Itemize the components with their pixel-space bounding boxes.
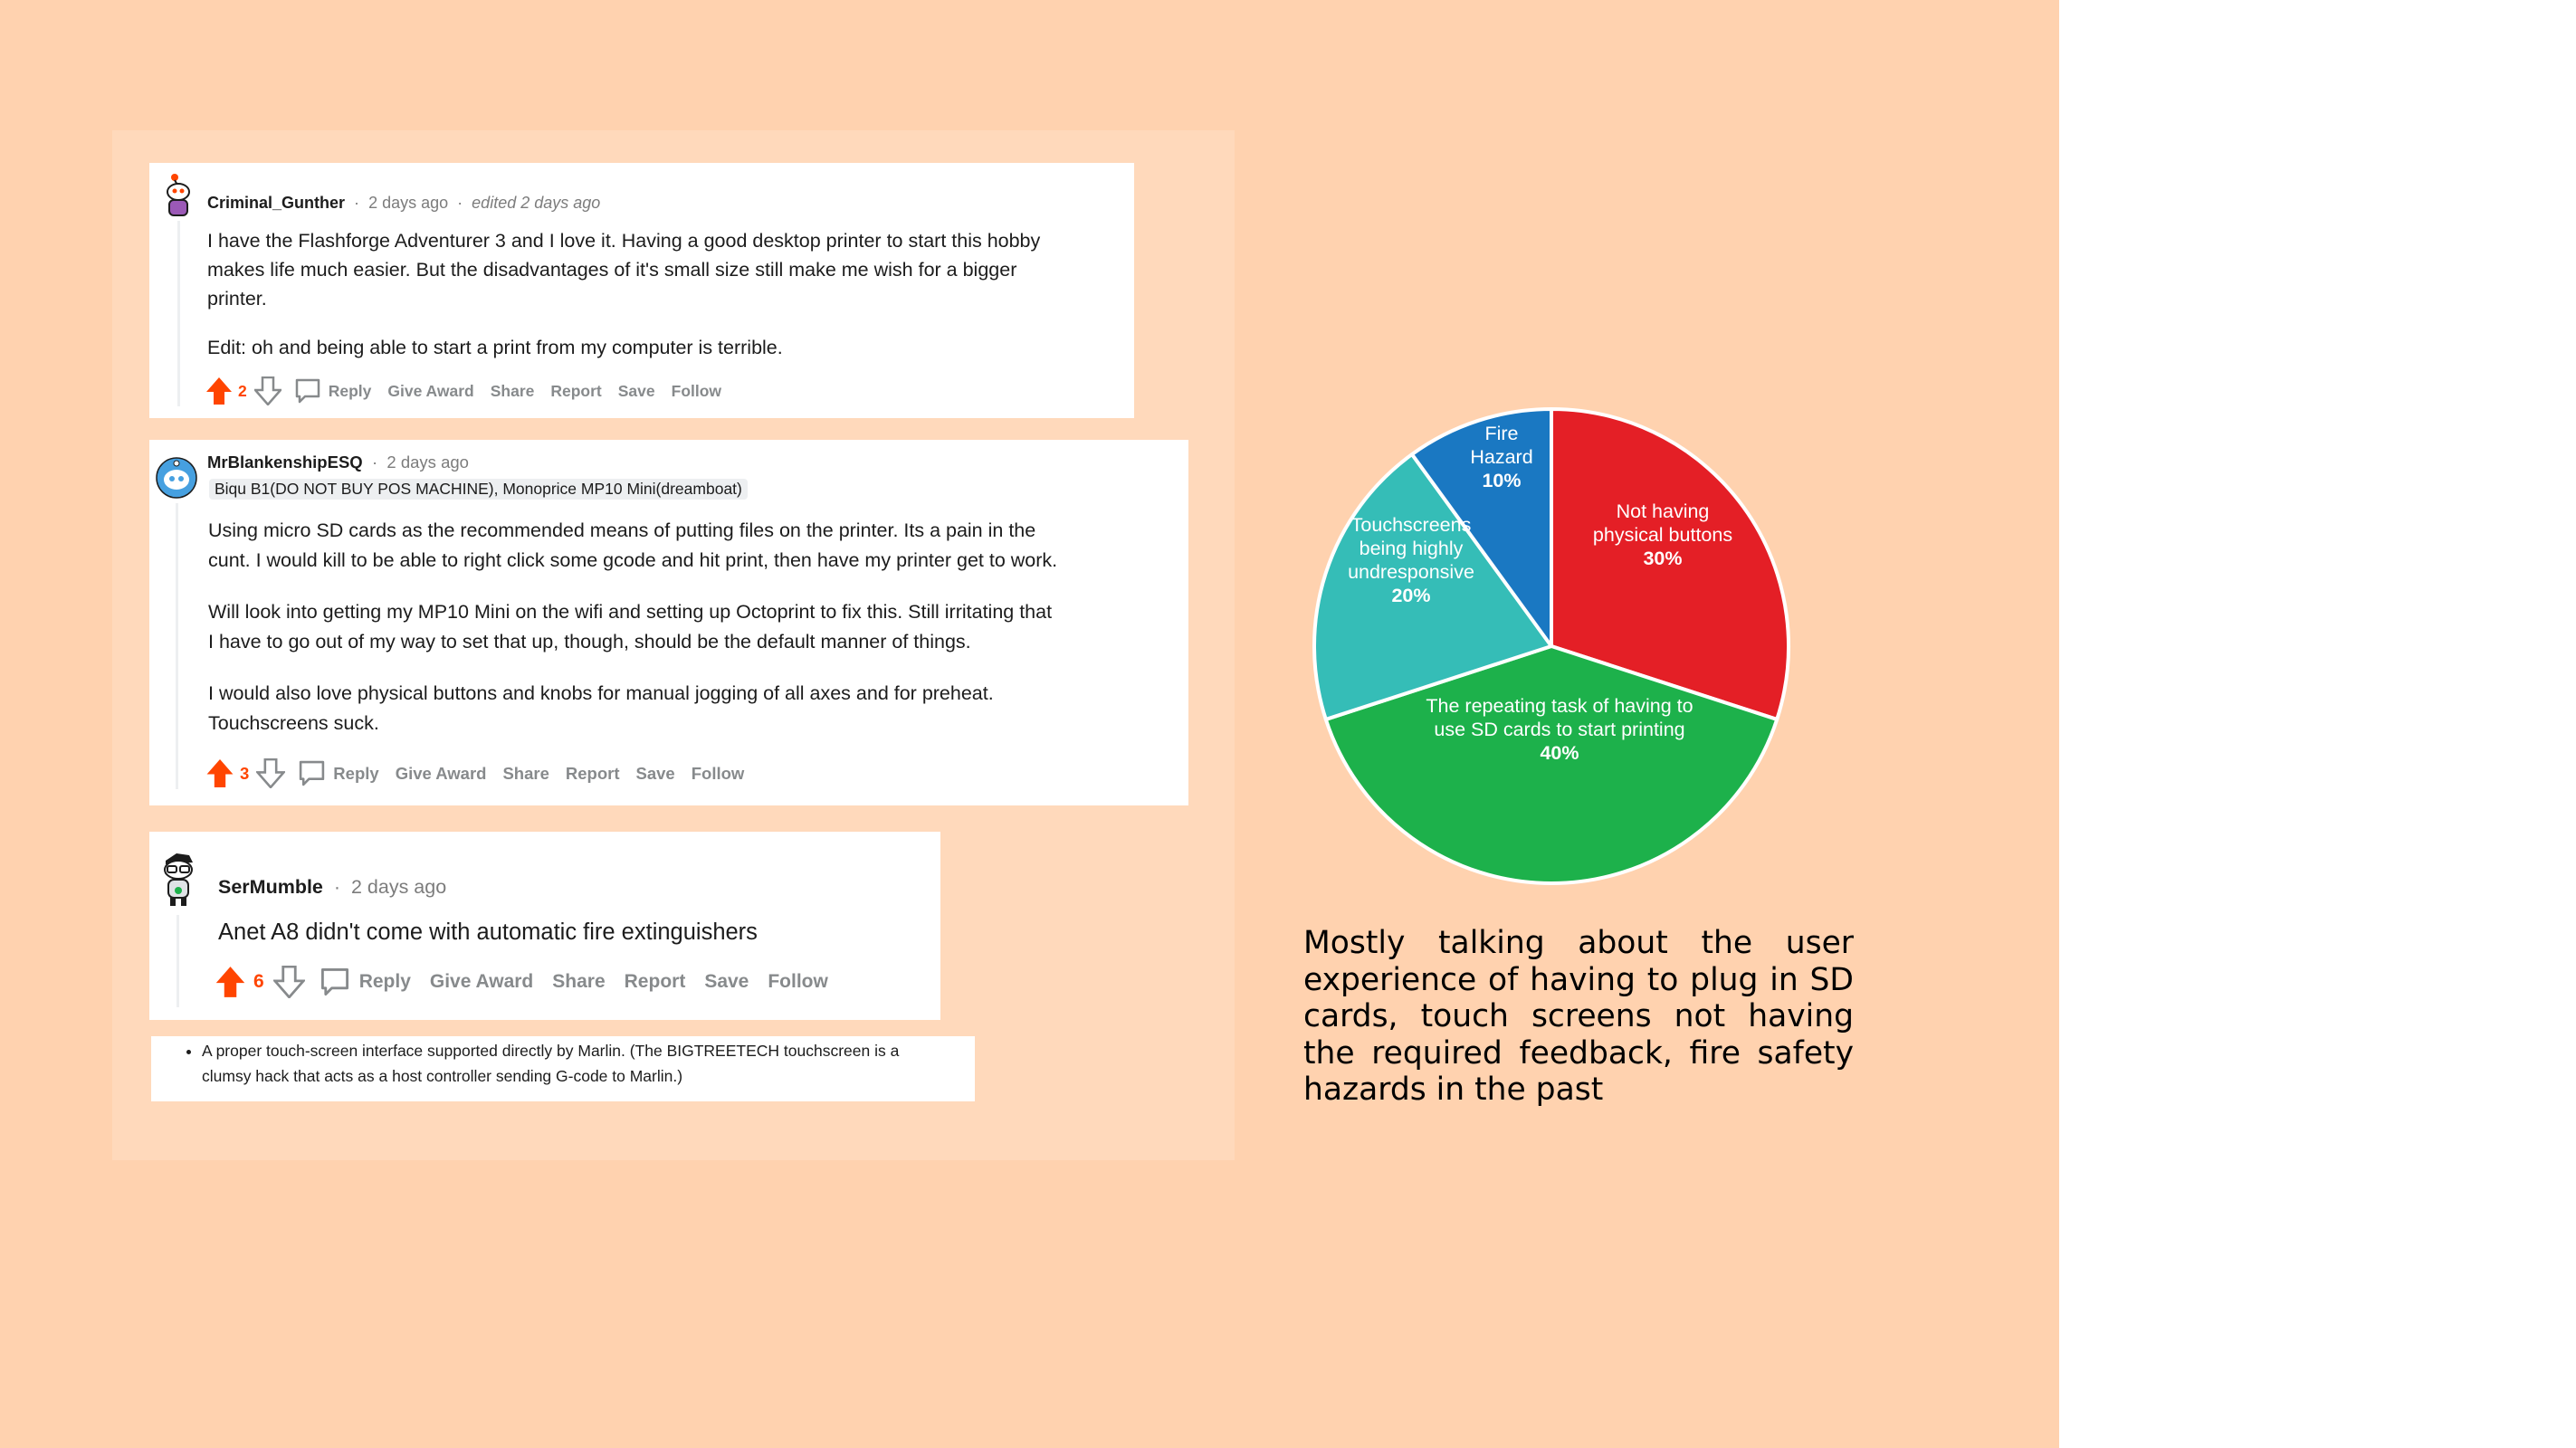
username-link[interactable]: MrBlankenshipESQ [207,452,363,472]
timestamp-link[interactable]: 2 days ago [368,194,449,212]
follow-button[interactable]: Follow [671,381,722,400]
thread-line[interactable] [177,221,180,406]
downvote-arrow-icon[interactable] [254,376,281,405]
pie-slice-label: Touchscreens being highly undresponsive 20% [1348,514,1474,606]
give-award-button[interactable]: Give Award [387,381,474,400]
pie-slice-label: The repeating task of having to use SD cards to start printing 40% [1426,695,1693,764]
snoo-avatar-icon[interactable] [158,850,198,910]
snoo-avatar-icon[interactable] [157,172,202,219]
save-button[interactable]: Save [617,381,655,400]
comment-paragraph: I would also love physical buttons and knobs for manual jogging of all axes and for preheat. Touchscreens suck. [208,682,994,734]
timestamp-link[interactable]: 2 days ago [386,452,469,472]
comment-bubble-icon[interactable] [294,377,321,405]
username-link[interactable]: Criminal_Gunther [207,194,346,212]
follow-button[interactable]: Follow [691,763,745,783]
bullet-snippet-card [151,1036,975,1101]
share-button[interactable]: Share [552,971,606,992]
upvote-arrow-icon[interactable] [215,966,246,998]
downvote-arrow-icon[interactable] [256,758,285,788]
save-button[interactable]: Save [635,763,675,783]
report-button[interactable]: Report [565,763,620,783]
comment-actions [215,966,844,998]
comment-card-1 [149,163,1134,418]
comment-card-2 [149,440,1188,805]
comment-paragraph: Will look into getting my MP10 Mini on the wifi and setting up Octoprint to fix this. Still irritating that I have to go out of my way to set that up, though, should be the default manner of things. [208,601,1053,653]
comment-body [218,917,758,948]
edited-label: edited 2 days ago [472,194,601,212]
reply-button[interactable]: Reply [328,381,372,400]
save-button[interactable]: Save [704,971,749,992]
comment-actions [205,376,738,405]
bullet-list [151,1038,948,1089]
upvote-arrow-icon[interactable] [205,376,233,405]
comment-body [207,226,1040,362]
pie-chart [1303,398,1810,905]
timestamp-link[interactable]: 2 days ago [350,876,447,898]
comment-bubble-icon[interactable] [320,967,350,997]
give-award-button[interactable]: Give Award [429,971,534,992]
share-button[interactable]: Share [502,763,549,783]
comment-paragraph: Using micro SD cards as the recommended means of putting files on the printer. Its a pain in the cunt. I would kill to be able to right click some gcode and hit print, then have my printer get to work. [208,519,1058,571]
comment-bubble-icon[interactable] [298,759,326,787]
snoo-avatar-icon[interactable] [155,456,198,500]
comment-meta: MrBlankenshipESQ · 2 days ago [207,452,469,472]
share-button[interactable]: Share [490,381,535,400]
pie-slice-label: Fire Hazard 10% [1470,423,1533,491]
vote-count: 3 [240,763,250,783]
vote-count: 6 [253,971,264,992]
comment-body [208,516,1057,738]
follow-button[interactable]: Follow [768,971,828,992]
thread-line[interactable] [177,915,179,1007]
comment-meta: Criminal_Gunther · 2 days ago · edited 2 days ago [207,194,601,212]
vote-count: 2 [238,381,247,400]
report-button[interactable]: Report [550,381,602,400]
slide-caption: Mostly talking about the user experience of having to plug in SD cards, touch screens not having the required feedback, fire safety hazards in the past [1303,925,1854,1108]
bullet-item: • A proper touch-screen interface supported directly by Marlin. (The BIGTREETECH touchscreen is a clumsy hack that acts as a host controller sending G-code to Marlin.) [202,1038,948,1089]
comment-paragraph: Edit: oh and being able to start a print from my computer is terrible. [207,337,783,358]
thread-line[interactable] [176,503,178,789]
comment-card-3 [149,832,940,1020]
comment-paragraph: Anet A8 didn't come with automatic fire extinguishers [218,919,758,945]
give-award-button[interactable]: Give Award [395,763,487,783]
pie-slice-label: Not having physical buttons 30% [1592,500,1733,569]
user-flair: Biqu B1(DO NOT BUY POS MACHINE), Monoprice MP10 Mini(dreamboat) [209,479,748,500]
downvote-arrow-icon[interactable] [273,966,305,998]
report-button[interactable]: Report [624,971,686,992]
upvote-arrow-icon[interactable] [205,758,234,788]
reply-button[interactable]: Reply [358,971,411,992]
reply-button[interactable]: Reply [333,763,379,783]
comment-meta: SerMumble · 2 days ago [218,876,447,898]
username-link[interactable]: SerMumble [218,876,323,898]
comment-paragraph: I have the Flashforge Adventurer 3 and I love it. Having a good desktop printer to start this hobby makes life much easier. But the disadvantages of it's small size still make me wish for a bigger printer. [207,230,1041,310]
comment-actions [205,758,760,788]
